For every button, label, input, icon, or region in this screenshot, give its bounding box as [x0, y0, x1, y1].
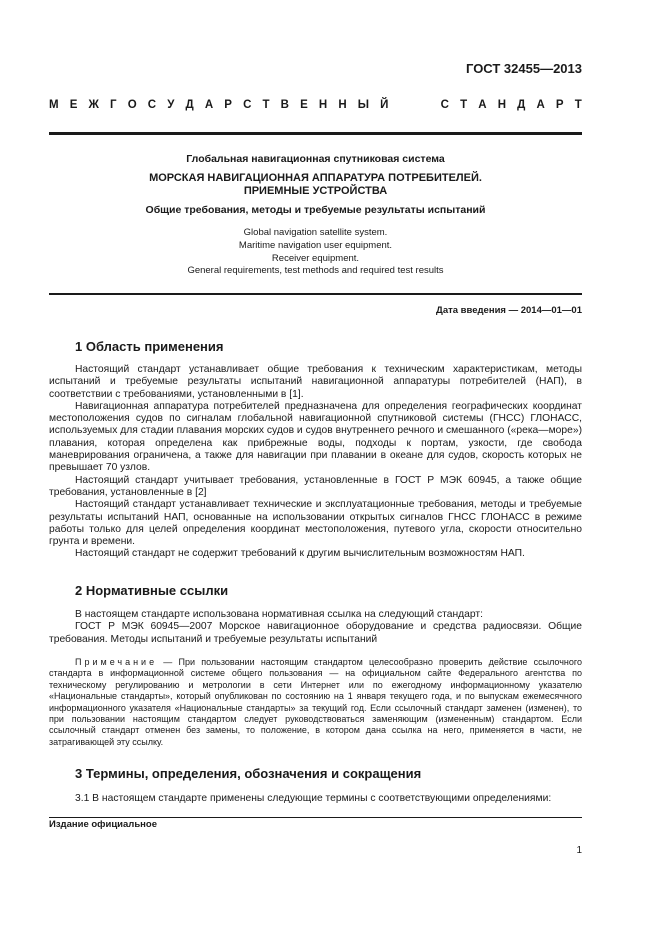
english-title-line1: Global navigation satellite system. [243, 227, 388, 238]
section-2-note [49, 657, 582, 748]
section-2-paragraph: В настоящем стандарте использована нормативная ссылка на следующий стандарт: [75, 609, 483, 620]
interstate-word-letter: С [147, 99, 157, 111]
standard-word-letter: Н [497, 99, 507, 111]
section-3-body [49, 793, 582, 805]
english-title-line4: General requirements, test methods and required test results [187, 265, 444, 277]
interstate-word-letter: Р [224, 99, 232, 111]
english-title-line3: Receiver equipment. [271, 252, 360, 264]
section-1-paragraph: Навигационная аппаратура потребителей предназначена для определения географических координат местоположения судов по сигналам глобальной навигационной спутниковой системы (ГНСС) ГЛОНАСС, используемых для стадии плавания морских судов и судов внутреннего речного и смешанного («река—море») плавания, которая определена как прибрежные воды, подходы к портам, узкости, где свобода маневрирования ограничена, а также для навигации при плавании в океане для судов, скорость которых не превышает 70 узлов. [49, 400, 582, 474]
interstate-word-letter: Е [300, 99, 308, 111]
title-system: Глобальная навигационная спутниковая система [186, 153, 445, 165]
interstate-word-letter: Т [262, 99, 270, 111]
interstate-word-letter: А [204, 99, 214, 111]
title-main-line1: МОРСКАЯ НАВИГАЦИОННАЯ АППАРАТУРА ПОТРЕБИТЕЛЕЙ. [149, 172, 482, 184]
interstate-standard-banner [49, 99, 582, 111]
page-number: 1 [576, 845, 582, 856]
section-1-paragraph: Настоящий стандарт учитывает требования, установленные в ГОСТ Р МЭК 60945, а также общие требования, установленные в [2] [49, 474, 582, 498]
official-edition-label: Издание официальное [49, 819, 157, 830]
interstate-word-letter: В [280, 99, 289, 111]
interstate-word-letter: Н [338, 99, 347, 111]
interstate-word-letter: Е [69, 99, 78, 111]
standard-word-letter: А [536, 99, 545, 111]
section-1-heading: 1 Область применения [75, 339, 224, 354]
interstate-word-letter: У [167, 99, 175, 111]
section-3-heading: 3 Термины, определения, обозначения и сокращения [75, 766, 422, 781]
section-1-paragraph: Настоящий стандарт устанавливает технические и эксплуатационные требования, методы и требуемые результаты испытаний НАП, основанные на использовании открытых сигналов ГНСС ГЛОНАСС в режиме работы только для целей определения координат местоположения, путевого угла, скорости относительно грунта и времени. [49, 499, 582, 548]
section-1-body [49, 364, 582, 561]
title-main [49, 172, 582, 198]
footer-rule [49, 817, 582, 818]
section-1-paragraph: Настоящий стандарт не содержит требований к другим вычислительным возможностям НАП. [75, 548, 525, 560]
standard-word-letter: Р [555, 99, 564, 111]
title-rule [49, 293, 582, 295]
standard-word-letter: С [440, 99, 449, 111]
banner-gap [400, 99, 430, 111]
interstate-word-letter: Ж [88, 99, 99, 111]
section-2-heading: 2 Нормативные ссылки [75, 583, 229, 598]
section-3-paragraph: 3.1 В настоящем стандарте применены следующие термины с соответствующими определениями: [75, 793, 552, 804]
note-text: — При пользовании настоящим стандартом целесообразно проверить действие ссылочного стандарта в информационной системе общего пользования — на официальном сайте Федерального агентства по техническому регулированию и метрологии в сети Интернет или по ежегодному информационному указателю «Национальные стандарты», который опубликован по состоянию на 1 января текущего года, и по выпускам ежемесячного информационного указателя «Национальные стандарты» за текущий год. Если ссылочный стандарт заменен (изменен), то при пользовании настоящим стандартом следует руководствоваться заменяющим (измененным) стандартом. Если ссылочный стандарт отменен без замены, то положение, в котором дана ссылка на него, применяется в части, не затрагивающей эту ссылку. [49, 657, 582, 747]
standard-word-letter: Д [517, 99, 526, 111]
section-2-paragraph: ГОСТ Р МЭК 60945—2007 Морское навигационное оборудование и средства радиосвязи. Общие требования. Методы испытаний и требуемые результаты испытаний [49, 621, 582, 645]
english-title [49, 227, 582, 278]
interstate-word-letter: М [49, 99, 59, 111]
standard-word-letter: Т [460, 99, 468, 111]
interstate-word-letter: Д [185, 99, 194, 111]
note-label: Примечание [75, 657, 158, 667]
english-title-line2: Maritime navigation user equipment. [238, 239, 393, 251]
interstate-word-letter: Й [380, 99, 389, 111]
section-2-body [49, 609, 582, 646]
section-1-paragraph: Настоящий стандарт устанавливает общие требования к техническим характеристикам, методы испытаний и требуемые результаты испытаний навигационной аппаратуры потребителей (НАП), в соответствии с требованиями, установленными в [1]. [49, 364, 582, 400]
standard-number: ГОСТ 32455—2013 [466, 61, 582, 76]
interstate-word-letter: О [127, 99, 137, 111]
title-main-line2: ПРИЕМНЫЕ УСТРОЙСТВА [243, 185, 388, 197]
interstate-word-letter: Г [110, 99, 117, 111]
title-subtitle: Общие требования, методы и требуемые результаты испытаний [145, 204, 486, 216]
standard-word-letter: А [478, 99, 487, 111]
standard-word-letter: Т [574, 99, 582, 111]
introduction-date: Дата введения — 2014—01—01 [436, 305, 582, 316]
interstate-word-letter: Ы [357, 99, 370, 111]
top-rule [49, 132, 582, 135]
interstate-word-letter: Н [318, 99, 328, 111]
interstate-word-letter: С [243, 99, 252, 111]
